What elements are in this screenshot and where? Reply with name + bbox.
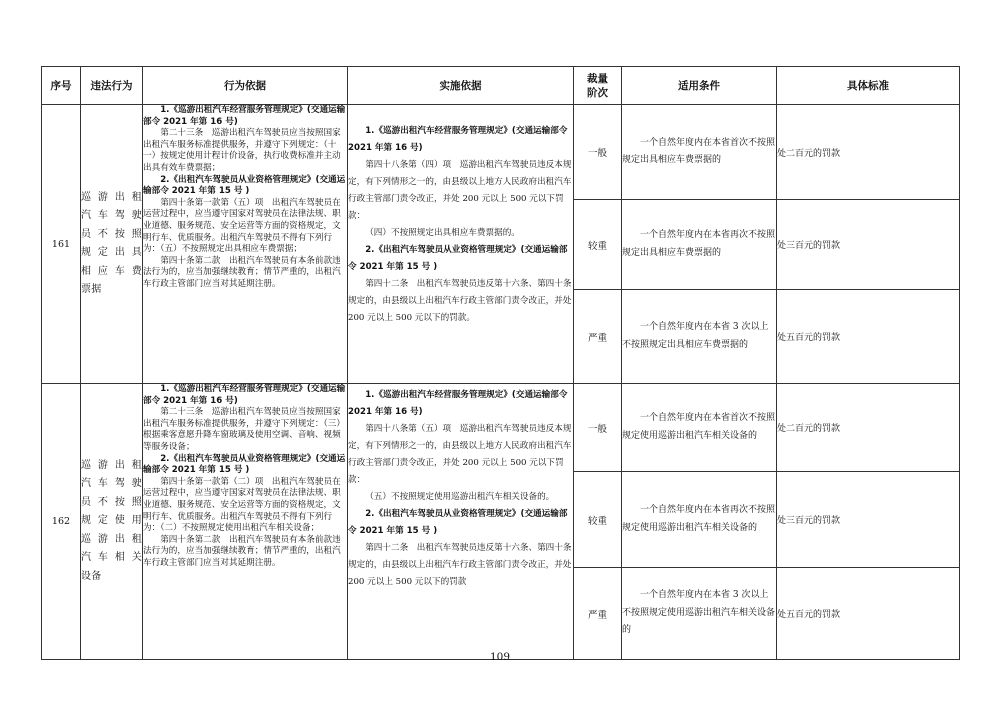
condition-cell: 一个自然年度内在本省再次不按照规定出具相应车费票据的	[622, 200, 777, 290]
header-conditions: 适用条件	[622, 67, 777, 105]
header-impl: 实施依据	[348, 67, 574, 105]
impl-paragraph: 第四十二条 出租汽车驾驶员违反第十六条、第四十条规定的，由县级以上出租汽车行政主管部门责令改正，并处 200 元以上 500 元以下的罚款。	[348, 279, 572, 323]
impl-paragraph: 第四十八条第（四）项 巡游出租汽车驾驶员违反本规定，有下列情形之一的，由县级以上地方人民政府出租汽车行政主管部门责令改正，并处 200 元以上 500 元以下罚款：	[348, 160, 572, 221]
impl-paragraph: 第四十二条 出租汽车驾驶员违反第十六条、第四十条规定的，由县级以上出租汽车行政主管部门责令改正，并处 200 元以上 500 元以下的罚款	[348, 543, 572, 587]
basis-paragraph: 第四十条第二款 出租汽车驾驶员有本条前款违法行为的，应当加强继续教育；情节严重的，出租汽车行政主管部门应当对其延期注册。	[143, 255, 341, 289]
basis-heading: 1.《巡游出租汽车经营服务管理规定》(交通运输部令 2021 年第 16 号)	[143, 105, 346, 127]
header-row	[42, 67, 960, 105]
standard-cell: 处二百元的罚款	[777, 384, 960, 472]
impl-paragraph: （五）不按照规定使用巡游出租汽车相关设备的。	[365, 492, 555, 502]
row-impl	[348, 105, 574, 384]
condition-cell: 一个自然年度内在本省 3 次以上不按照规定使用巡游出租汽车相关设备的	[622, 568, 777, 660]
header-seq: 序号	[42, 67, 81, 105]
standard-cell: 处五百元的罚款	[777, 568, 960, 660]
standard-cell: 处二百元的罚款	[777, 105, 960, 200]
header-basis: 行为依据	[143, 67, 348, 105]
basis-paragraph: 第二十三条 巡游出租汽车驾驶员应当按照国家出租汽车服务标准提供服务，并遵守下列规定：（十一）按规定使用计程计价设备，执行收费标准并主动出具有效车费票据；	[143, 128, 341, 173]
condition-cell: 一个自然年度内在本省首次不按照规定使用巡游出租汽车相关设备的	[622, 384, 777, 472]
level-cell: 较重	[574, 472, 622, 568]
level-cell: 一般	[574, 105, 622, 200]
row-basis	[143, 384, 348, 660]
condition-cell: 一个自然年度内在本省再次不按照规定使用巡游出租汽车相关设备的	[622, 472, 777, 568]
basis-heading: 2.《出租汽车驾驶员从业资格管理规定》(交通运输部令 2021 年第 15 号 )	[143, 174, 346, 197]
impl-heading: 2.《出租汽车驾驶员从业资格管理规定》(交通运输部令 2021 年第 15 号 )	[348, 509, 568, 536]
level-cell: 严重	[574, 290, 622, 384]
standard-cell: 处五百元的罚款	[777, 290, 960, 384]
impl-heading: 1.《巡游出租汽车经营服务管理规定》(交通运输部令 2021 年第 16 号)	[348, 390, 568, 417]
level-cell: 一般	[574, 384, 622, 472]
standard-cell: 处三百元的罚款	[777, 472, 960, 568]
page-number: 109	[489, 651, 511, 663]
table-row	[42, 384, 960, 472]
basis-heading: 1.《巡游出租汽车经营服务管理规定》(交通运输部令 2021 年第 16 号)	[143, 384, 346, 406]
basis-heading: 2.《出租汽车驾驶员从业资格管理规定》(交通运输部令 2021 年第 15 号 )	[143, 453, 346, 476]
header-level-line1: 裁量	[587, 72, 608, 85]
header-level-line2: 阶次	[587, 86, 608, 99]
condition-cell: 一个自然年度内在本省 3 次以上不按照规定出具相应车费票据的	[622, 290, 777, 384]
header-violation: 违法行为	[81, 67, 143, 105]
basis-paragraph: 第四十条第一款第（二）项 出租汽车驾驶员在运营过程中，应当遵守国家对驾驶员在法律法规、职业道德、服务规范、安全运营等方面的资格规定，文明行车、优质服务。出租汽车驾驶员不得有下列行为：（二）不按照规定使用出租汽车相关设备；	[143, 476, 341, 534]
impl-paragraph: 第四十八条第（五）项 巡游出租汽车驾驶员违反本规定，有下列情形之一的，由县级以上地方人民政府出租汽车行政主管部门责令改正，并处 200 元以上 500 元以下罚款：	[348, 424, 572, 485]
impl-heading: 2.《出租汽车驾驶员从业资格管理规定》(交通运输部令 2021 年第 15 号 )	[348, 245, 568, 272]
row-impl	[348, 384, 574, 660]
penalty-standard-table	[41, 66, 960, 660]
table-row	[42, 105, 960, 200]
row-basis	[143, 105, 348, 384]
level-cell: 较重	[574, 200, 622, 290]
standard-cell: 处三百元的罚款	[777, 200, 960, 290]
row-violation: 巡游出租 汽车驾驶 员不按照 规定使用 巡游出租 汽车相关 设备	[81, 384, 143, 660]
header-standard: 具体标准	[777, 67, 960, 105]
impl-heading: 1.《巡游出租汽车经营服务管理规定》(交通运输部令 2021 年第 16 号)	[348, 126, 568, 153]
impl-paragraph: （四）不按照规定出具相应车费票据的。	[365, 228, 520, 238]
basis-paragraph: 第二十三条 巡游出租汽车驾驶员应当按照国家出租汽车服务标准提供服务，并遵守下列规定：（三）根据乘客意愿升降车窗玻璃及使用空调、音响、视频等服务设备；	[143, 407, 345, 452]
row-seq: 162	[42, 384, 81, 660]
basis-paragraph: 第四十条第一款第（五）项 出租汽车驾驶员在运营过程中，应当遵守国家对驾驶员在法律法规、职业道德、服务规范、安全运营等方面的资格规定，文明行车、优质服务。出租汽车驾驶员不得有下列行为：（五）不按照规定出具相应车费票据；	[143, 197, 341, 255]
condition-cell: 一个自然年度内在本省首次不按照规定出具相应车费票据的	[622, 105, 777, 200]
basis-paragraph: 第四十条第二款 出租汽车驾驶员有本条前款违法行为的，应当加强继续教育；情节严重的，出租汽车行政主管部门应当对其延期注册。	[143, 534, 341, 568]
level-cell: 严重	[574, 568, 622, 660]
header-level	[574, 67, 622, 105]
row-violation: 巡游出租 汽车驾驶 员不按照 规定出具 相应车费 票据	[81, 105, 143, 384]
row-seq: 161	[42, 105, 81, 384]
